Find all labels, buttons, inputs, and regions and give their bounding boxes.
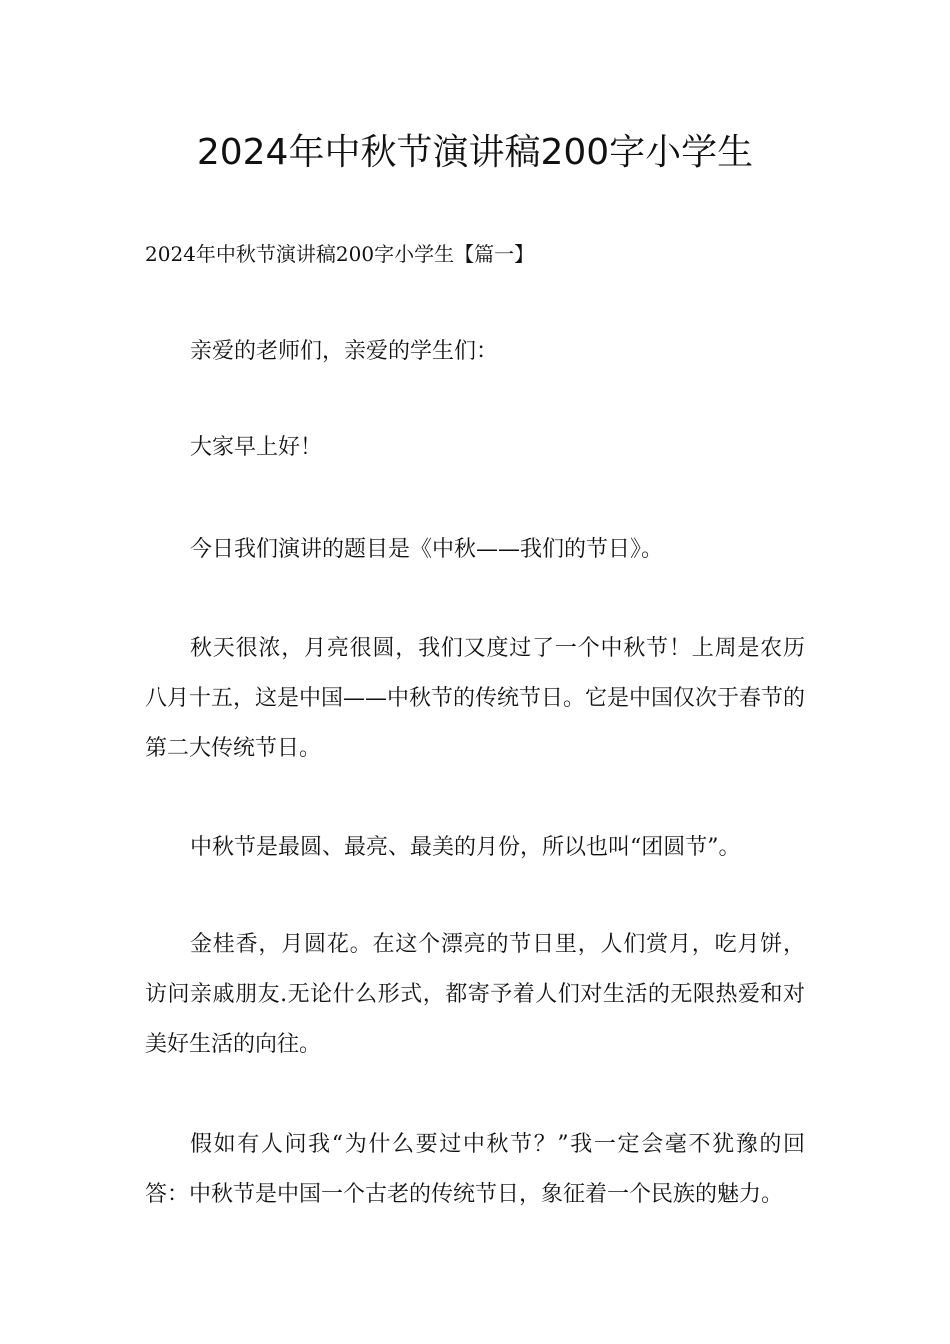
paragraph-autumn: 秋天很浓，月亮很圆，我们又度过了一个中秋节！上周是农历八月十五，这是中国——中秋节的传统节日。它是中国仅次于春节的第二大传统节日。 (145, 636, 806, 761)
paragraph-greeting: 亲爱的老师们，亲爱的学生们： (190, 339, 499, 364)
paragraph-topic: 今日我们演讲的题目是《中秋——我们的节日》。 (190, 537, 664, 562)
section-heading: 2024年中秋节演讲稿200字小学生【篇一】 (145, 242, 535, 266)
paragraph-why: 假如有人问我“为什么要过中秋节？”我一定会毫不犹豫的回答：中秋节是中国一个古老的传统节日，象征着一个民族的魅力。 (145, 1132, 805, 1207)
paragraph-reunion: 中秋节是最圆、最亮、最美的月份，所以也叫“团圆节”。 (190, 835, 741, 860)
paragraph-osmanthus: 金桂香，月圆花。在这个漂亮的节日里，人们赏月，吃月饼，访问亲戚朋友.无论什么形式，都寄予着人们对生活的无限热爱和对美好生活的向往。 (145, 932, 805, 1057)
paragraph-good-morning: 大家早上好！ (190, 435, 323, 460)
document-title: 2024年中秋节演讲稿200字小学生 (196, 132, 754, 173)
